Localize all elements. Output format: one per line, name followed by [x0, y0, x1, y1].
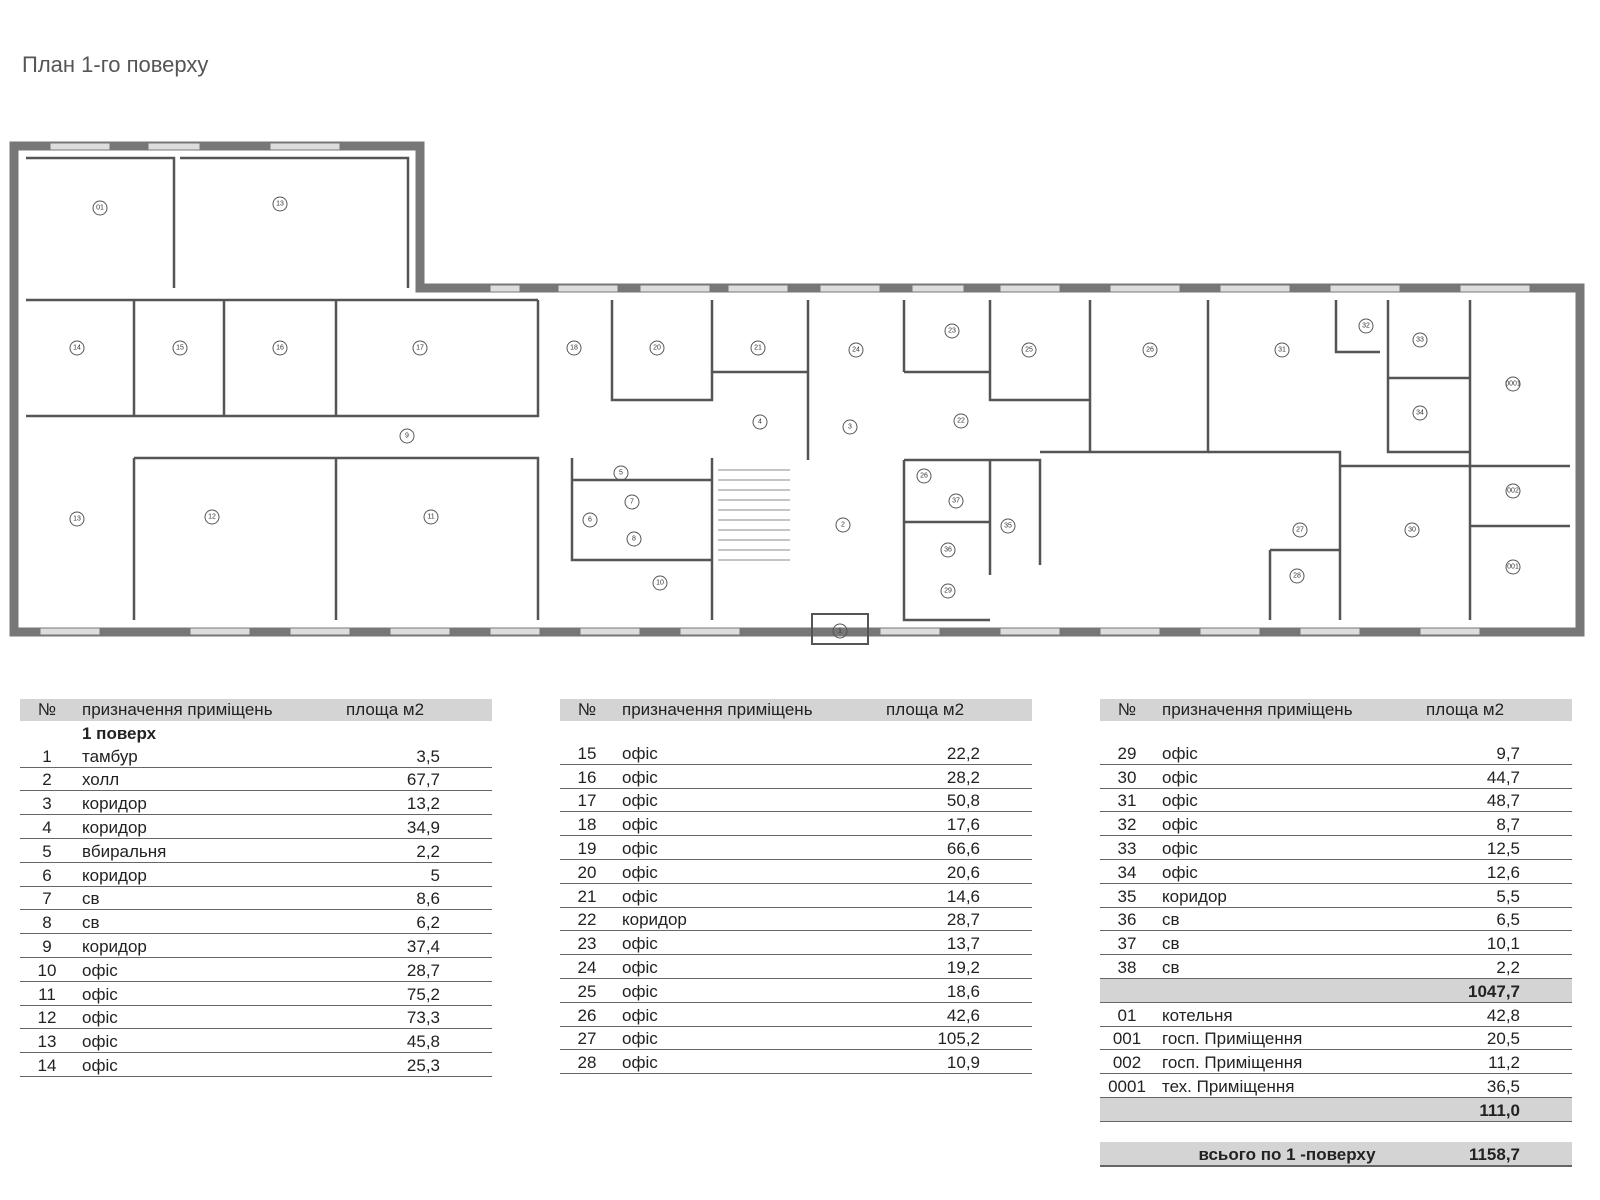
room-label: 5 — [619, 469, 623, 477]
room-number: 13 — [37, 1032, 57, 1052]
table-row — [20, 958, 492, 982]
room-label: 21 — [754, 344, 762, 352]
room-purpose: офіс — [82, 1055, 118, 1075]
room-number: 26 — [577, 1005, 597, 1025]
room-purpose: офіс — [622, 838, 658, 858]
room-area: 10,1 — [1486, 934, 1520, 954]
room-area: 25,3 — [406, 1055, 440, 1075]
room-number: 18 — [577, 815, 597, 835]
room-label: 13 — [276, 200, 284, 208]
table-row — [560, 860, 1032, 884]
room-number: 5 — [42, 841, 52, 861]
room-area: 6,5 — [1496, 910, 1520, 930]
room-number: 9 — [42, 936, 52, 956]
room-number: 16 — [577, 767, 597, 787]
room-purpose: коридор — [1162, 886, 1227, 906]
room-number: 36 — [1117, 910, 1137, 930]
room-number: 27 — [577, 1029, 597, 1049]
table-row — [1100, 1074, 1572, 1098]
room-area: 50,8 — [946, 791, 980, 811]
table-row — [20, 910, 492, 934]
room-label: 12 — [208, 513, 216, 521]
room-label: 30 — [1408, 526, 1416, 534]
room-label: 32 — [1362, 322, 1370, 330]
room-label: 14 — [73, 344, 81, 352]
table-row — [20, 863, 492, 887]
room-label: 25 — [1025, 346, 1033, 354]
room-purpose: тамбур — [82, 746, 138, 766]
table-row — [1100, 1003, 1572, 1027]
room-purpose: св — [82, 889, 100, 909]
room-area: 22,2 — [946, 743, 980, 763]
room-area: 19,2 — [946, 957, 980, 977]
room-area: 2,2 — [1496, 957, 1520, 977]
room-number: 17 — [577, 791, 597, 811]
room-label: 2 — [841, 521, 845, 529]
room-label: 16 — [276, 344, 284, 352]
room-number: 30 — [1117, 767, 1137, 787]
room-number: 10 — [37, 960, 57, 980]
room-label: 20 — [653, 344, 661, 352]
table-row — [560, 741, 1032, 765]
room-purpose: офіс — [622, 767, 658, 787]
room-purpose: офіс — [622, 981, 658, 1001]
room-area: 5 — [430, 865, 440, 885]
room-area: 36,5 — [1486, 1076, 1520, 1096]
table-row — [560, 789, 1032, 813]
room-number: 1 — [42, 746, 52, 766]
table-row — [1100, 931, 1572, 955]
room-label: 001 — [1507, 563, 1519, 571]
room-area: 5,5 — [1496, 886, 1520, 906]
room-label: 3 — [848, 423, 852, 431]
room-label: 4 — [758, 418, 762, 426]
table-row — [1100, 955, 1572, 979]
room-purpose: офіс — [622, 815, 658, 835]
room-label: 002 — [1507, 487, 1519, 495]
area-table-1 — [20, 699, 492, 1077]
room-area: 2,2 — [416, 841, 440, 861]
table-row — [20, 768, 492, 792]
room-area: 75,2 — [406, 984, 440, 1004]
room-purpose: офіс — [1162, 791, 1198, 811]
room-purpose: офіс — [1162, 838, 1198, 858]
room-area: 20,6 — [946, 862, 980, 882]
table-header: № призначення приміщень площа м2 — [1100, 699, 1572, 721]
table-row — [1100, 908, 1572, 932]
grand-total-row: всього по 1 -поверху 1158,7 — [1100, 1142, 1572, 1167]
room-number: 01 — [1117, 1005, 1137, 1025]
room-label: 18 — [570, 344, 578, 352]
room-number: 19 — [577, 838, 597, 858]
room-number: 7 — [42, 889, 52, 909]
table-row — [1100, 836, 1572, 860]
room-number: 3 — [42, 794, 52, 814]
room-purpose: офіс — [82, 984, 118, 1004]
room-label: 27 — [1296, 526, 1304, 534]
room-area: 8,6 — [416, 889, 440, 909]
room-label: 29 — [944, 587, 952, 595]
room-label: 13 — [73, 515, 81, 523]
table-row — [20, 744, 492, 768]
room-label: 17 — [416, 344, 424, 352]
room-area: 42,8 — [1486, 1005, 1520, 1025]
room-area: 20,5 — [1486, 1029, 1520, 1049]
table-row — [1100, 789, 1572, 813]
room-number: 15 — [577, 743, 597, 763]
table-row — [560, 931, 1032, 955]
room-purpose: вбиральня — [82, 841, 167, 861]
room-number: 25 — [577, 981, 597, 1001]
room-number: 28 — [577, 1053, 597, 1073]
table-row — [560, 908, 1032, 932]
room-area: 45,8 — [406, 1032, 440, 1052]
room-area: 14,6 — [946, 886, 980, 906]
table-row — [560, 1027, 1032, 1051]
table-row — [1100, 741, 1572, 765]
table-row — [20, 982, 492, 1006]
room-label: 7 — [630, 498, 634, 506]
room-label: 8 — [632, 535, 636, 543]
room-purpose: офіс — [1162, 815, 1198, 835]
room-number: 6 — [42, 865, 52, 885]
room-label: 10 — [656, 579, 664, 587]
table-header: № призначення приміщень площа м2 — [560, 699, 1032, 721]
room-area: 48,7 — [1486, 791, 1520, 811]
room-label: 37 — [952, 497, 960, 505]
table-row — [560, 955, 1032, 979]
table-row — [20, 839, 492, 863]
room-number: 20 — [577, 862, 597, 882]
room-purpose: св — [1162, 934, 1180, 954]
room-label: 26 — [920, 472, 928, 480]
room-purpose: коридор — [82, 794, 147, 814]
room-number: 33 — [1117, 838, 1137, 858]
table-row — [20, 815, 492, 839]
room-purpose: коридор — [82, 817, 147, 837]
room-area: 28,7 — [946, 910, 980, 930]
room-area: 42,6 — [946, 1005, 980, 1025]
room-number: 8 — [42, 913, 52, 933]
room-purpose: св — [1162, 910, 1180, 930]
room-label: 31 — [1278, 346, 1286, 354]
room-purpose: офіс — [1162, 767, 1198, 787]
room-number: 29 — [1117, 743, 1137, 763]
table-row — [560, 812, 1032, 836]
room-number: 14 — [37, 1055, 57, 1075]
room-purpose: коридор — [622, 910, 687, 930]
room-number: 32 — [1117, 815, 1137, 835]
room-area: 67,7 — [406, 770, 440, 790]
room-label: 22 — [957, 417, 965, 425]
room-number: 2 — [42, 770, 52, 790]
table-row — [20, 887, 492, 911]
room-area: 44,7 — [1486, 767, 1520, 787]
room-label: 28 — [1293, 572, 1301, 580]
table-row — [20, 1053, 492, 1077]
room-purpose: офіс — [622, 791, 658, 811]
room-area: 28,2 — [946, 767, 980, 787]
table-row — [560, 1003, 1032, 1027]
room-label: 01 — [96, 204, 104, 212]
room-purpose: коридор — [82, 865, 147, 885]
room-purpose: холл — [82, 770, 120, 790]
room-area: 10,9 — [946, 1053, 980, 1073]
room-purpose: офіс — [82, 960, 118, 980]
room-label: 34 — [1416, 409, 1424, 417]
room-purpose: офіс — [622, 957, 658, 977]
room-label: 24 — [852, 346, 860, 354]
table-row — [560, 884, 1032, 908]
room-purpose: госп. Приміщення — [1162, 1029, 1303, 1049]
table-row — [20, 1029, 492, 1053]
room-area: 13,7 — [946, 934, 980, 954]
room-purpose: офіс — [82, 1008, 118, 1028]
room-purpose: тех. Приміщення — [1162, 1076, 1295, 1096]
room-label: 33 — [1416, 336, 1424, 344]
room-purpose: офіс — [622, 1053, 658, 1073]
room-purpose: офіс — [622, 862, 658, 882]
room-area: 13,2 — [406, 794, 440, 814]
room-purpose: офіс — [622, 1029, 658, 1049]
table-row — [1100, 860, 1572, 884]
table-row — [1100, 765, 1572, 789]
subtotal-row: 111,0 — [1100, 1098, 1572, 1122]
table-row — [20, 1006, 492, 1030]
room-purpose: котельня — [1162, 1005, 1233, 1025]
room-number: 23 — [577, 934, 597, 954]
room-area: 6,2 — [416, 913, 440, 933]
room-number: 11 — [38, 984, 56, 1004]
table-row — [1100, 1027, 1572, 1051]
room-purpose: госп. Приміщення — [1162, 1053, 1303, 1073]
room-area: 8,7 — [1496, 815, 1520, 835]
room-number: 4 — [42, 817, 52, 837]
floor-subheader: 1 поверх — [82, 723, 157, 743]
room-purpose: офіс — [622, 886, 658, 906]
room-area: 17,6 — [946, 815, 980, 835]
room-area: 105,2 — [937, 1029, 980, 1049]
room-labels — [70, 197, 1521, 638]
table-row — [560, 1050, 1032, 1074]
table-row — [560, 765, 1032, 789]
room-purpose: св — [1162, 957, 1180, 977]
room-purpose: офіс — [622, 743, 658, 763]
room-number: 24 — [577, 957, 597, 977]
room-label: 35 — [1004, 522, 1012, 530]
table-row — [560, 836, 1032, 860]
room-area: 9,7 — [1496, 743, 1520, 763]
room-purpose: св — [82, 913, 100, 933]
area-table-2 — [560, 699, 1032, 1074]
plan-title: План 1-го поверху — [22, 52, 209, 77]
table-row — [560, 979, 1032, 1003]
room-label: 9 — [405, 432, 409, 440]
room-area: 66,6 — [946, 838, 980, 858]
room-area: 34,9 — [406, 817, 440, 837]
room-area: 18,6 — [946, 981, 980, 1001]
room-purpose: офіс — [622, 1005, 658, 1025]
room-purpose: офіс — [1162, 862, 1198, 882]
table-row — [1100, 884, 1572, 908]
room-area: 73,3 — [406, 1008, 440, 1028]
room-area: 12,6 — [1486, 862, 1520, 882]
room-number: 12 — [37, 1008, 57, 1028]
room-number: 31 — [1117, 791, 1137, 811]
room-label: 23 — [948, 327, 956, 335]
room-label: 15 — [176, 344, 184, 352]
table-row — [1100, 812, 1572, 836]
room-label: 6 — [588, 516, 592, 524]
table-row — [20, 791, 492, 815]
room-number: 21 — [577, 886, 597, 906]
room-number: 34 — [1117, 862, 1137, 882]
room-label: 26 — [1146, 346, 1154, 354]
room-area: 37,4 — [406, 936, 440, 956]
table-row — [20, 934, 492, 958]
room-number: 35 — [1117, 886, 1137, 906]
room-number: 37 — [1117, 934, 1137, 954]
table-header: № призначення приміщень площа м2 — [20, 699, 492, 721]
room-purpose: офіс — [82, 1032, 118, 1052]
room-label: 1 — [838, 627, 842, 635]
room-number: 22 — [577, 910, 597, 930]
room-purpose: офіс — [622, 934, 658, 954]
room-number: 0001 — [1108, 1076, 1146, 1096]
room-area: 11,2 — [1488, 1053, 1520, 1073]
room-label: 0001 — [1505, 380, 1521, 388]
room-number: 002 — [1112, 1053, 1142, 1073]
area-table-3 — [1100, 699, 1572, 1167]
table-row — [1100, 1050, 1572, 1074]
room-area: 3,5 — [416, 746, 440, 766]
room-label: 36 — [944, 546, 952, 554]
room-area: 12,5 — [1486, 838, 1520, 858]
subtotal-row: 1047,7 — [1100, 979, 1572, 1003]
room-number: 38 — [1117, 957, 1137, 977]
room-label: 11 — [427, 513, 435, 521]
room-purpose: офіс — [1162, 743, 1198, 763]
room-area: 28,7 — [406, 960, 440, 980]
room-purpose: коридор — [82, 936, 147, 956]
room-number: 001 — [1112, 1029, 1142, 1049]
